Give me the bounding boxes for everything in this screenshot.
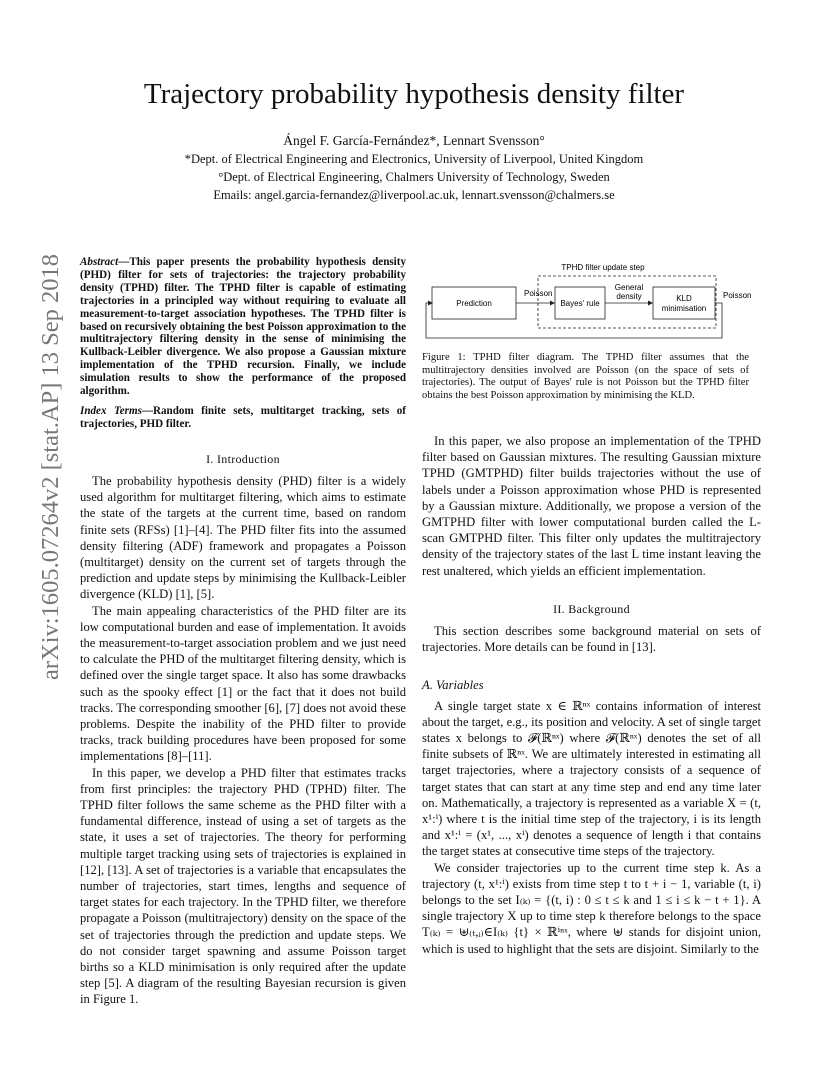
figure-1-caption: Figure 1: TPHD filter diagram. The TPHD filter assumes that the multitrajectory densities involved are Poisson (on the space of sets of trajectories). The output of Bayes' rule is not Poisson but the TPHD filter obtains the best Poisson approximation by minimising the KLD. [422,352,749,401]
arrow-head [648,301,653,306]
left-column [80,256,406,1008]
minimisation-label: minimisation [661,304,707,313]
arxiv-identifier: arXiv:1605.07264v2 [stat.AP] 13 Sep 2018 [37,254,64,680]
abstract-heading: Abstract [80,256,119,268]
affiliation-2: °Dept. of Electrical Engineering, Chalmers University of Technology, Sweden [218,170,610,184]
prediction-label: Prediction [456,299,492,308]
general-label: General [614,283,644,292]
index-terms-text: —Random finite sets, multitarget tracking, sets of trajectories, PHD filter. [80,404,406,430]
affiliation-1: *Dept. of Electrical Engineering and Electronics, University of Liverpool, United Kingdom [184,152,644,166]
section-heading-introduction: I. Introduction [206,451,280,466]
intro-paragraph-2: The main appealing characteristics of the PHD filter are its low computational burden and ease of implementation. It avoids the measurement-to-target association problem and we just need to calculate the PHD of the multitarget filtering density, which is defined over the single target space. It also has some drawbacks such as the spooky effect [1] or the fact that it does not build tracks. The corresponding smoother [6], [7] does not avoid these problems. Despite the inability of the PHD filter to provide tracks, track building procedures have been proposed for some implementations [8]–[11]. [80,603,406,764]
kld-minimisation-box [653,287,715,319]
arrow-head [550,301,555,306]
right-column [422,433,761,957]
poisson-in-label: Poisson [524,289,553,298]
index-terms [80,405,406,431]
paper-title: Trajectory probability hypothesis density filter [143,78,685,110]
intro-paragraph-3: In this paper, we develop a PHD filter that estimates tracks from first principles: the trajectory PHD (TPHD) filter. The TPHD filter follows the same scheme as the PHD filter with a fundamental difference, instead of using a set of targets as the state, it uses a set of trajectories. The theory for performing multiple target tracking using sets of trajectories is explained in [12], [13]. A set of trajectories is a variable that encapsulates the number of trajectories, start times, lengths and sequence of target states for each trajectory. In the TPHD filter, we therefore propagate a Poisson (multitrajectory) density on the space of the set of trajectories through the prediction and update steps. We do not consider target spawning and assume Poisson target births so a KLD minimisation is only required after the update step [5]. A diagram of the resulting Bayesian recursion is given in Figure 1. [80,765,406,1007]
background-paragraph-1: This section describes some background material on sets of trajectories. More details can be found in [13]. [422,624,761,655]
authors: Ángel F. García-Fernández*, Lennart Svensson° [283,133,545,148]
diagram-update-step-label: TPHD filter update step [561,263,645,272]
density-label: density [616,292,642,301]
section-heading-background: II. Background [553,601,630,616]
bayes-rule-label: Bayes' rule [560,299,600,308]
variables-paragraph-1: A single target state x ∈ ℝⁿˣ contains information of interest about the target, e.g., its position and velocity. A set of single target states x belongs to 𝓕(ℝⁿˣ) where 𝓕(ℝⁿˣ) denotes the set of all finite subsets of ℝⁿˣ. We are ultimately interested in estimating all target trajectories, where a trajectory consists of a sequence of target states that can start at any time step and end any time later on. Mathematically, a trajectory is represented as a variable X = (t, x¹:ⁱ) where t is the initial time step of the trajectory, i is its length and x¹:ⁱ = (x¹, ..., xⁱ) denotes a sequence of length i that contains the target states at consecutive time steps of the trajectory. [422,698,761,859]
tphd-filter-diagram [422,258,762,348]
poisson-out-label: Poisson [723,291,752,300]
emails: Emails: angel.garcia-fernandez@liverpool.ac.uk, lennart.svensson@chalmers.se [213,188,615,202]
subsection-heading-variables: A. Variables [422,678,484,693]
kld-label: KLD [676,294,692,303]
intro-paragraph-1: The probability hypothesis density (PHD) filter is a widely used algorithm for multitarget filtering, which aims to estimate the state of the targets at the current time, based on random finite sets (RFSs) [1]–[4]. The PHD filter fits into the assumed density filtering (ADF) framework and propagates a Poisson (multitarget) density on the current set of targets through the prediction and update steps by minimising the Kullback-Leibler divergence (KLD) [1], [5]. [80,473,406,602]
right-paragraph-1: In this paper, we also propose an implementation of the TPHD filter based on Gaussian mixtures. The resulting Gaussian mixture TPHD (GMTPHD) filter builds trajectories without the use of labels under a Poisson approximation whose PHD is represented by a Gaussian mixture. Additionally, we propose a version of the GMTPHD filter with lower computational burden called the L-scan GMTPHD filter. This filter only updates the multitrajectory density of the trajectory states of the last L time instant leaving the rest unaltered, which yields an efficient implementation. [422,434,761,578]
abstract [80,256,406,398]
variables-paragraph-2: We consider trajectories up to the current time step k. As a trajectory (t, x¹:ⁱ) exists from time step t to t + i − 1, variable (t, i) belongs to the set I₍ₖ₎ = {(t, i) : 0 ≤ t ≤ k and 1 ≤ i ≤ k − t + 1}. A single trajectory X up to time step k therefore belongs to the space T₍ₖ₎ = ⊎₍ₜ,ᵢ₎∈I₍ₖ₎ {t} × ℝⁱⁿˣ, where ⊎ stands for disjoint union, which is used to highlight that the sets are disjoint. Similarly to the [422,860,761,956]
arxiv-sidebar-stamp [22,254,64,680]
abstract-text: —This paper presents the probability hypothesis density (PHD) filter for sets of trajectories: the trajectory probability density (TPHD) filter. The TPHD filter is capable of estimating trajectories in a principled way without requiring to evaluate all measurement-to-target association hypotheses. The TPHD filter is based on recursively obtaining the best Poisson approximation to the multitrajectory filtering density in the sense of minimising the Kullback-Leibler divergence. We also propose a Gaussian mixture implementation of the TPHD recursion. Finally, we include simulation results to show the performance of the proposed algorithm. [80,256,406,398]
index-terms-heading: Index Terms [80,404,142,417]
